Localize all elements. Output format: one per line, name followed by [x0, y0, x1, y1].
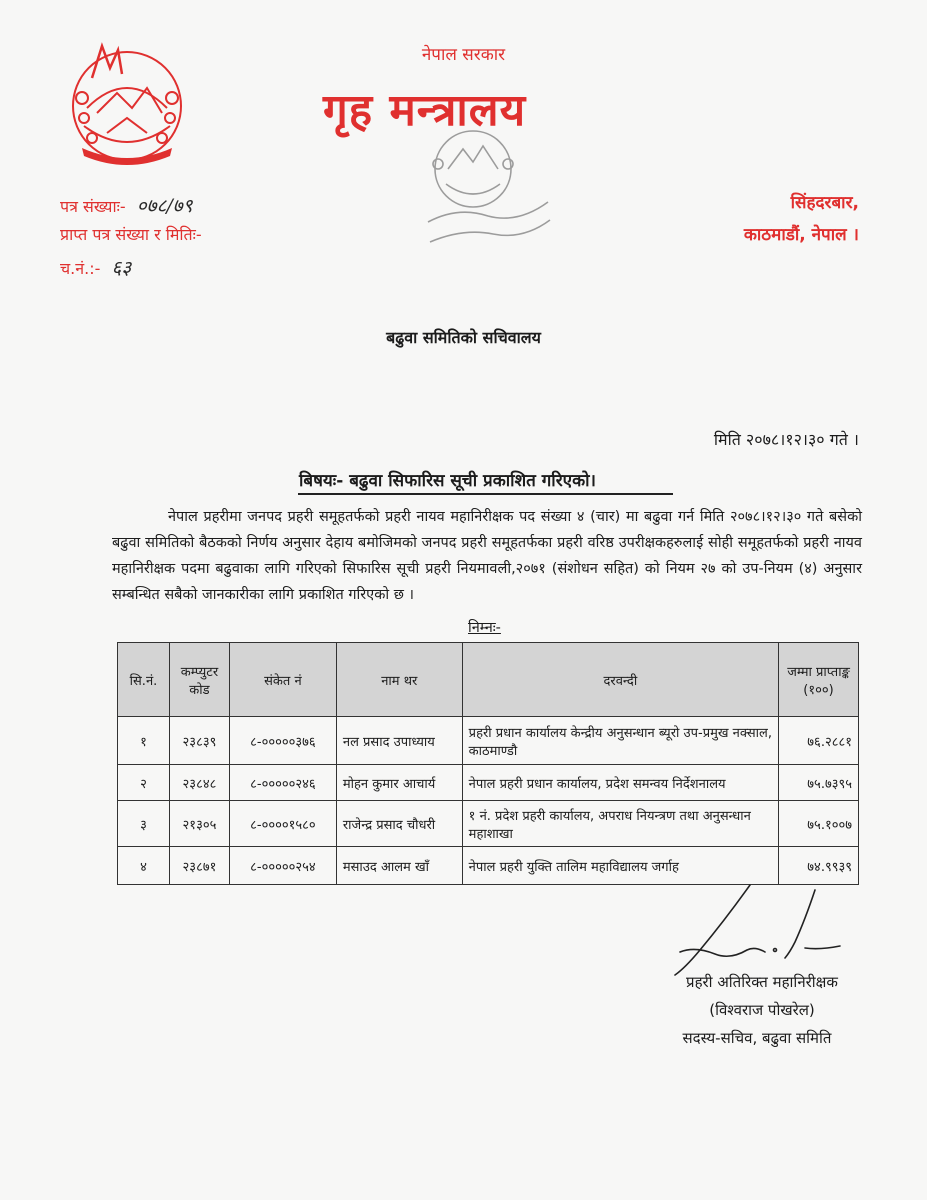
cell-post: १ नं. प्रदेश प्रहरी कार्यालय, अपराध नियन्त्रण तथा अनुसन्धान महाशाखा: [462, 801, 778, 847]
signatory-title: प्रहरी अतिरिक्त महानिरीक्षक: [686, 973, 838, 991]
cell-score: ७६.२८८१: [779, 717, 859, 765]
cell-post: नेपाल प्रहरी प्रधान कार्यालय, प्रदेश समन्वय निर्देशनालय: [462, 765, 778, 801]
cell-symbol: ८-००००१५८०: [229, 801, 336, 847]
government-title: नेपाल सरकार: [421, 45, 506, 65]
recommendation-table: [117, 642, 859, 885]
table-row: [118, 847, 859, 885]
body-paragraph: [112, 504, 862, 608]
document-date: मिति २०७८।१२।३० गते ।: [713, 430, 859, 449]
table-row: [118, 765, 859, 801]
subject-underline: [298, 493, 673, 495]
cell-code: २१३०५: [169, 801, 229, 847]
ministry-title: गृह मन्त्रालय: [323, 85, 527, 136]
address-line-2: काठमाडौं, नेपाल ।: [743, 225, 859, 245]
handwritten-signature-icon: [655, 880, 855, 980]
cell-sn: १: [118, 717, 170, 765]
cell-post: प्रहरी प्रधान कार्यालय केन्द्रीय अनुसन्धान ब्यूरो उप-प्रमुख नक्साल, काठमाण्डौ: [462, 717, 778, 765]
cell-name: नल प्रसाद उपाध्याय: [336, 717, 462, 765]
table-row: [118, 801, 859, 847]
cell-symbol: ८-०००००२५४: [229, 847, 336, 885]
address-line-1: सिंहदरबार,: [790, 193, 859, 213]
cell-score: ७४.९९३९: [779, 847, 859, 885]
ministry-stamp-icon: [418, 124, 558, 254]
cell-code: २३८७१: [169, 847, 229, 885]
cell-symbol: ८-०००००२४६: [229, 765, 336, 801]
header-name: नाम थर: [336, 643, 462, 717]
header-post: दरवन्दी: [462, 643, 778, 717]
subject-line: बिषयः- बढुवा सिफारिस सूची प्रकाशित गरिएको।: [299, 471, 596, 491]
dispatch-number-label: च.नं.:-: [60, 259, 101, 278]
header-symbol: संकेत नं: [229, 643, 336, 717]
cell-sn: ३: [118, 801, 170, 847]
cell-score: ७५.७३९५: [779, 765, 859, 801]
letter-number-value: ०७८/७९: [136, 195, 193, 217]
signatory-block: [672, 968, 852, 1052]
cell-post: नेपाल प्रहरी युक्ति तालिम महाविद्यालय जर्गाह: [462, 847, 778, 885]
below-label: निम्नः-: [468, 620, 501, 636]
cell-sn: २: [118, 765, 170, 801]
received-letter-label: प्राप्त पत्र संख्या र मितिः-: [60, 225, 202, 244]
header-sn: सि.नं.: [118, 643, 170, 717]
cell-name: मोहन कुमार आचार्य: [336, 765, 462, 801]
header-score: जम्मा प्राप्ताङ्क (१००): [779, 643, 859, 717]
cell-symbol: ८-०००००३७६: [229, 717, 336, 765]
header-code: कम्प्युटर कोड: [169, 643, 229, 717]
cell-name: राजेन्द्र प्रसाद चौधरी: [336, 801, 462, 847]
signatory-name: (विश्वराज पोखरेल): [709, 1001, 815, 1019]
cell-name: मसाउद आलम खाँ: [336, 847, 462, 885]
letter-number-label: पत्र संख्याः-: [60, 197, 126, 216]
dispatch-number-value: ६३: [111, 257, 132, 279]
cell-sn: ४: [118, 847, 170, 885]
letter-number-row: [60, 192, 193, 218]
cell-score: ७५.१००७: [779, 801, 859, 847]
table-row: [118, 717, 859, 765]
signatory-role: सदस्य-सचिव, बढुवा समिति: [682, 1029, 832, 1047]
cell-code: २३८३९: [169, 717, 229, 765]
office-title: बढुवा समितिको सचिवालय: [386, 328, 541, 347]
dispatch-number-row: [60, 254, 131, 280]
table-header-row: [118, 643, 859, 717]
cell-code: २३८४८: [169, 765, 229, 801]
body-text: नेपाल प्रहरीमा जनपद प्रहरी समूहतर्फको प्रहरी नायव महानिरीक्षक पद संख्या ४ (चार) मा बढुवा गर्न मिति २०७८।१२।३० गते बसेको बढुवा समितिको बैठकको निर्णय अनुसार देहाय बमोजिमको जनपद प्रहरी समूहतर्फका प्रहरी वरिष्ठ उपरीक्षकहरुलाई सोही समूहतर्फको प्रहरी नायव महानिरीक्षक पदमा बढुवाका लागि गरिएको सिफारिस सूची प्रहरी नियमावली,२०७१ (संशोधन सहित) को नियम २७ को उप-नियम (४) अनुसार सम्बन्धित सबैको जानकारीका लागि प्रकाशित गरिएको छ ।: [112, 509, 862, 603]
